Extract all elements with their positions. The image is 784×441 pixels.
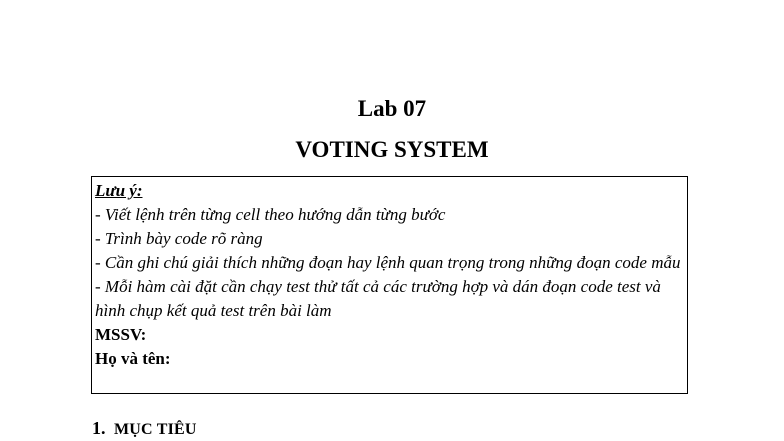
note-line-4: - Mỗi hàm cài đặt cần chạy test thử tất cả các trường hợp và dán đoạn code test và hình chụp kết quả test trên bài làm <box>95 277 661 320</box>
name-label: Họ và tên: <box>95 349 171 368</box>
note-line-3: - Cần ghi chú giải thích những đoạn hay lệnh quan trọng trong những đoạn code mẫu <box>95 253 681 272</box>
mssv-label: MSSV: <box>95 325 147 344</box>
section-number: 1. <box>92 418 106 438</box>
section-heading <box>92 418 197 439</box>
document-subtitle: VOTING SYSTEM <box>295 137 489 162</box>
document-title: Lab 07 <box>357 96 427 121</box>
section-title: MỤC TIÊU <box>114 421 197 438</box>
note-box <box>91 176 688 394</box>
note-line-2: - Trình bày code rõ ràng <box>95 229 263 248</box>
note-line-1: - Viết lệnh trên từng cell theo hướng dẫn từng bước <box>95 205 446 224</box>
note-heading: Lưu ý: <box>95 181 143 200</box>
